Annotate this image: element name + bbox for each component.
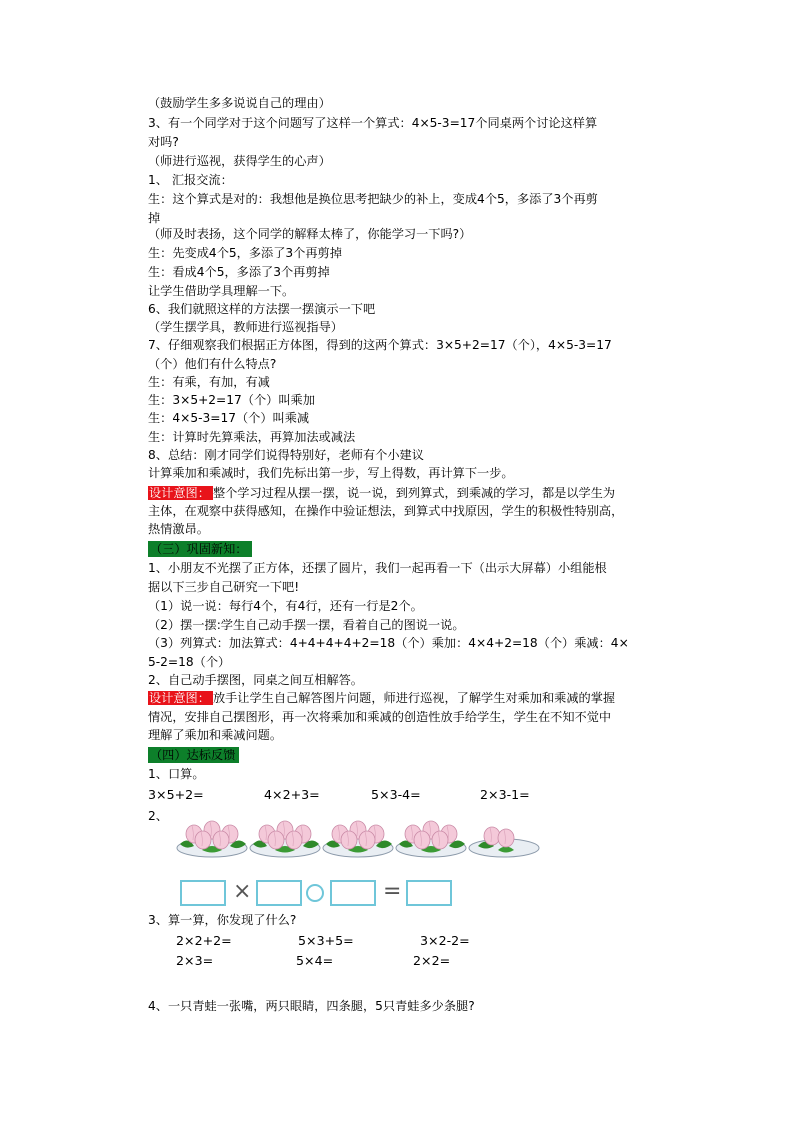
text-line: 掉 (148, 211, 161, 225)
text-line: 生：计算时先算乘法，再算加法或减法 (148, 430, 356, 444)
calc-item: 5×4= (296, 953, 334, 968)
text-line: （鼓励学生多多说说自己的理由） (148, 96, 331, 110)
text-line: 热情激昂。 (148, 522, 209, 536)
text-line: （2）摆一摆:学生自己动手摆一摆，看着自己的图说一说。 (148, 618, 465, 632)
text-line: 生：4×5-3=17（个）叫乘减 (148, 411, 310, 425)
design-intent-text: 整个学习过程从摆一摆，说一说，到列算式，到乘减的学习，都是以学生为 (212, 486, 616, 500)
section-header-4 (148, 747, 239, 763)
text-line: 情况，安排自己摆图形，再一次将乘加和乘减的创造性放手给学生，学生在不知不觉中 (148, 710, 612, 724)
question-4-label: 4、一只青蛙一张嘴，两只眼睛，四条腿，5只青蛙多少条腿? (148, 999, 475, 1013)
text-line: 主体，在观察中获得感知，在操作中验证想法，到算式中找原因，学生的积极性特别高， (148, 504, 624, 518)
design-intent-1 (148, 485, 615, 501)
text-line: （学生摆学具，教师进行巡视指导） (148, 320, 343, 334)
text-line: （3）列算式：加法算式：4+4+4+4+2=18（个）乘加：4×4+2=18（个）乘减：4× (148, 636, 629, 650)
answer-box[interactable] (406, 880, 452, 906)
text-line: 1、 汇报交流： (148, 173, 233, 187)
text-line: 7、仔细观察我们根据正方体图，得到的这两个算式：3×5+2=17（个），4×5-3=17 (148, 338, 612, 352)
calc-item: 2×2+2= (176, 933, 232, 948)
question-2-label: 2、 (148, 809, 168, 823)
text-line: 生：先变成4个5，多添了3个再剪掉 (148, 246, 342, 260)
peach-plates-illustration (176, 810, 542, 862)
calc-item: 2×3= (176, 953, 214, 968)
text-line: 生：看成4个5，多添了3个再剪掉 (148, 265, 330, 279)
operator-circle[interactable] (306, 884, 324, 902)
text-line: （师及时表扬，这个同学的解释太棒了，你能学习一下吗?） (148, 227, 472, 241)
peach-plates-image (176, 810, 542, 862)
calc-item: 2×2= (413, 953, 451, 968)
equals-sign: = (383, 879, 402, 904)
oral-calc-item: 4×2+3= (264, 787, 320, 802)
text-line: 理解了乘加和乘减问题。 (148, 728, 283, 742)
design-intent-tag: 设计意图： (148, 486, 213, 500)
calc-item: 5×3+5= (298, 933, 354, 948)
section-header-3 (148, 541, 252, 557)
answer-box[interactable] (180, 880, 226, 906)
design-intent-2 (148, 690, 615, 706)
text-line: （师进行巡视，获得学生的心声） (148, 154, 331, 168)
text-line: 3、有一个同学对于这个问题写了这样一个算式：4×5-3=17个同桌两个讨论这样算 (148, 116, 598, 130)
text-line: 5-2=18（个） (148, 655, 231, 669)
section-header-label: （四）达标反馈 (148, 747, 239, 763)
text-line: 8、总结：刚才同学们说得特别好，老师有个小建议 (148, 448, 424, 462)
section-header-label: （三）巩固新知： (148, 541, 252, 557)
text-line: （个）他们有什么特点? (148, 357, 277, 371)
question-1-label: 1、口算。 (148, 767, 205, 781)
oral-calc-item: 3×5+2= (148, 787, 204, 802)
answer-box[interactable] (330, 880, 376, 906)
text-line: 计算乘加和乘减时，我们先标出第一步，写上得数，再计算下一步。 (148, 466, 514, 480)
text-line: 对吗? (148, 135, 179, 149)
text-line: （1）说一说：每行4个，有4行，还有一行是2个。 (148, 599, 423, 613)
text-line: 生：这个算式是对的：我想他是换位思考把缺少的补上，变成4个5，多添了3个再剪 (148, 192, 598, 206)
question-3-label: 3、算一算，你发现了什么? (148, 913, 297, 927)
text-line: 1、小朋友不光摆了正方体，还摆了圆片，我们一起再看一下（出示大屏幕）小组能根 (148, 561, 607, 575)
text-line: 让学生借助学具理解一下。 (148, 284, 295, 298)
oral-calc-item: 5×3-4= (371, 787, 421, 802)
design-intent-text: 放手让学生自己解答图片问题，师进行巡视，了解学生对乘加和乘减的掌握 (212, 691, 616, 705)
text-line: 2、自己动手摆图，同桌之间互相解答。 (148, 673, 363, 687)
text-line: 生：3×5+2=17（个）叫乘加 (148, 393, 315, 407)
text-line: 6、我们就照这样的方法摆一摆演示一下吧 (148, 302, 376, 316)
design-intent-tag: 设计意图： (148, 691, 213, 705)
text-line: 生：有乘，有加，有减 (148, 375, 270, 389)
calc-item: 3×2-2= (420, 933, 470, 948)
text-line: 据以下三步自己研究一下吧! (148, 580, 300, 594)
answer-box[interactable] (256, 880, 302, 906)
oral-calc-item: 2×3-1= (480, 787, 530, 802)
times-sign: × (233, 879, 252, 904)
